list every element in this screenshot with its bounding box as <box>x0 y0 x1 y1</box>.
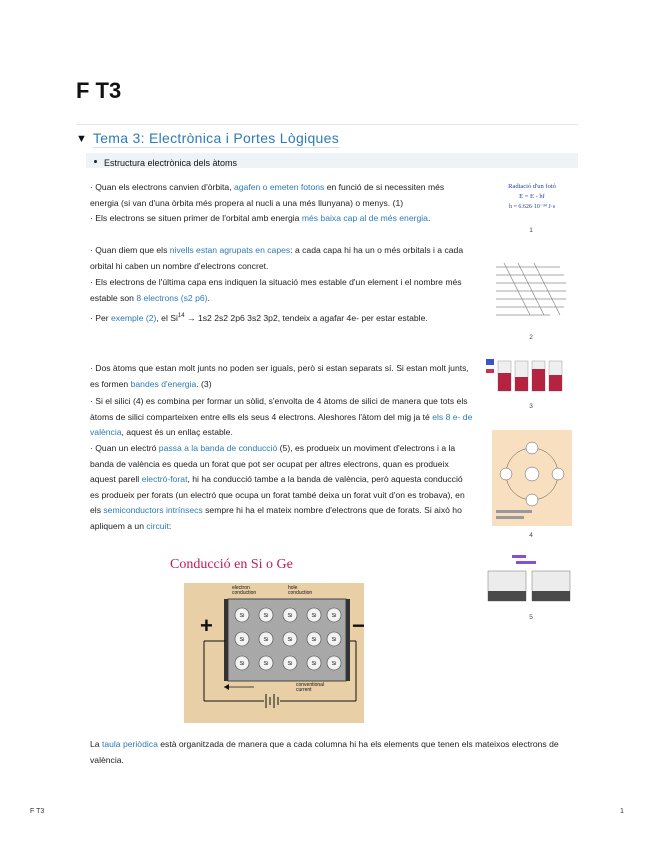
paragraph-text: · Els electrons de l'última capa ens indiquen la situació mes estable d'un element i el nombre més estable son <box>90 277 462 303</box>
inline-link[interactable]: agafen o emeten fotons <box>234 182 325 192</box>
silicon-atom-label: Si <box>263 637 269 643</box>
figure-photon-title: Radiació d'un fotó <box>508 183 556 190</box>
triangle-down-icon[interactable]: ▼ <box>76 133 87 145</box>
footer-page-number: 1 <box>620 808 624 815</box>
paragraph-text: . <box>427 213 431 223</box>
paragraph-text: · Quan diem que els <box>90 245 170 255</box>
inline-link[interactable]: més baixa cap al de més energia <box>301 213 428 223</box>
inline-link[interactable]: circuit <box>146 520 169 531</box>
conventional-current-label: conventional current <box>296 682 325 693</box>
paragraph-periodic-table <box>90 737 570 768</box>
superscript-text: 14 <box>177 313 185 319</box>
figure-silicon-lattice <box>492 430 572 526</box>
paragraph-text: · Quan els electrons canvien d'òrbita, <box>90 182 234 192</box>
silicon-atom-label: Si <box>287 661 293 667</box>
negative-terminal-icon: − <box>352 613 365 638</box>
paragraph-energy-bands <box>90 361 474 392</box>
circuit-title: Conducció en Si o Ge <box>170 557 293 572</box>
figure-caption-5: 5 <box>529 614 533 621</box>
title-divider <box>76 124 578 125</box>
electron-conduction-label: electron conduction <box>232 585 257 596</box>
paragraph-text: , el Si <box>156 312 178 323</box>
paragraph-text: · Quan un electró <box>90 443 159 453</box>
figure-conduction-band <box>486 553 572 609</box>
paragraph-text: , hi ha conducció tambe a la banda de valència, però aquesta conducció es produeix per forats (un electró que ocupa un forat també deixa un forat vuit d'on es trobava), en els <box>90 474 465 515</box>
bullet-item <box>86 153 578 168</box>
inline-link[interactable]: nivells estan agrupats en capes <box>169 245 291 255</box>
inline-link[interactable]: electró-forat <box>141 474 188 484</box>
paragraph-shells <box>90 243 474 274</box>
document-title: F T3 <box>76 78 122 103</box>
paragraph-conduction <box>90 441 474 534</box>
paragraph-text: en funció de si necessiten més energia (si van d'una òrbita més propera al nucli a una més llunyana) o menys. (1) <box>90 182 445 208</box>
bullet-dot-icon <box>94 160 97 163</box>
figure-orbital-diagram <box>490 257 572 327</box>
silicon-atom-label: Si <box>239 637 245 643</box>
hole-conduction-label: hole conduction <box>288 585 313 596</box>
paragraph-text: . (3) <box>196 378 212 389</box>
paragraph-text: (5), es produeix un moviment d'electrons i a la banda de valència es queda un forat que pot ser ocupat per altres electrons, quan es produeix aquest parell <box>90 443 456 484</box>
silicon-atom-label: Si <box>287 613 293 619</box>
section-toggle[interactable] <box>76 130 339 148</box>
silicon-atom-label: Si <box>331 637 337 643</box>
figure-caption-3: 3 <box>529 403 533 410</box>
figure-caption-2: 2 <box>529 334 533 341</box>
paragraph-text: : <box>168 520 172 531</box>
silicon-atom-label: Si <box>239 613 245 619</box>
paragraph-text: sempre hi ha el mateix nombre d'electrons que de forats. Si això ho apliquem a un <box>90 505 462 531</box>
paragraph-photons <box>90 180 474 211</box>
inline-link[interactable]: bandes d'energia <box>130 378 197 389</box>
figure-photon-constant: h = 6.626·10⁻³⁴ J·s <box>508 204 556 210</box>
silicon-atom-label: Si <box>311 637 317 643</box>
figure-caption-4: 4 <box>529 532 533 539</box>
figure-caption-1: 1 <box>529 227 533 234</box>
silicon-atom-label: Si <box>263 613 269 619</box>
paragraph-text: . <box>207 292 210 303</box>
paragraph-text: · Si el silici (4) es combina per formar un sòlid, s'envolta de 4 àtoms de silici de manera que tots els àtoms de silici comparteixen entre ells els seus 4 electrons. Aleshores l'àtom del mig ja té <box>90 396 468 422</box>
inline-link[interactable]: 8 electrons (s2 p6) <box>136 292 208 303</box>
paragraph-text: · Per <box>90 312 112 323</box>
inline-link[interactable]: els 8 e- de valència <box>90 411 473 437</box>
paragraph-text: : a cada capa hi ha un o més orbitals i a cada orbital hi caben un nombre d'electrons concret. <box>90 245 464 271</box>
paragraph-valence <box>90 275 474 306</box>
figure-energy-bands <box>486 357 570 399</box>
paragraph-silicon-bonds <box>90 394 474 441</box>
inline-link[interactable]: semiconductors intrínsecs <box>103 505 203 515</box>
inline-link[interactable]: passa a la banda de conducció <box>158 443 278 453</box>
paragraph-text: està organitzada de manera que a cada columna hi ha els elements que tenen els mateixos electrons de valència. <box>90 739 559 765</box>
paragraph-text: · Els electrons se situen primer de l'orbital amb energia <box>90 213 302 223</box>
paragraph-text: , aquest és un enllaç estable. <box>121 427 233 437</box>
silicon-atom-label: Si <box>331 661 337 667</box>
silicon-atom-label: Si <box>311 613 317 619</box>
bullet-text: Estructura electrònica dels àtoms <box>104 158 238 168</box>
inline-link[interactable]: exemple (2) <box>111 312 157 323</box>
silicon-atom-label: Si <box>311 661 317 667</box>
inline-link[interactable]: taula periòdica <box>101 739 158 749</box>
silicon-atom-label: Si <box>239 661 245 667</box>
paragraph-orbital-energy <box>90 211 474 227</box>
section-heading: Tema 3: Electrònica i Portes Lògiques <box>92 130 340 146</box>
figure-photon-formula: E = E - hf <box>519 193 545 200</box>
paragraph-text: La <box>90 739 102 749</box>
footer-doc-title: F T3 <box>30 808 45 815</box>
circuit-svg <box>184 583 364 723</box>
circuit-diagram <box>184 583 364 723</box>
silicon-atom-label: Si <box>287 637 293 643</box>
paragraph-silicon-example <box>90 309 474 326</box>
silicon-atom-label: Si <box>331 613 337 619</box>
silicon-atom-label: Si <box>263 661 269 667</box>
paragraph-text: · Dos àtoms que estan molt junts no poden ser iguals, però si estan separats sí. Si estan molt junts, es formen <box>90 363 469 389</box>
positive-terminal-icon: + <box>200 613 213 638</box>
paragraph-text: → 1s2 2s2 2p6 3s2 3p2, tendeix a agafar 4e- per estar estable. <box>184 312 428 323</box>
